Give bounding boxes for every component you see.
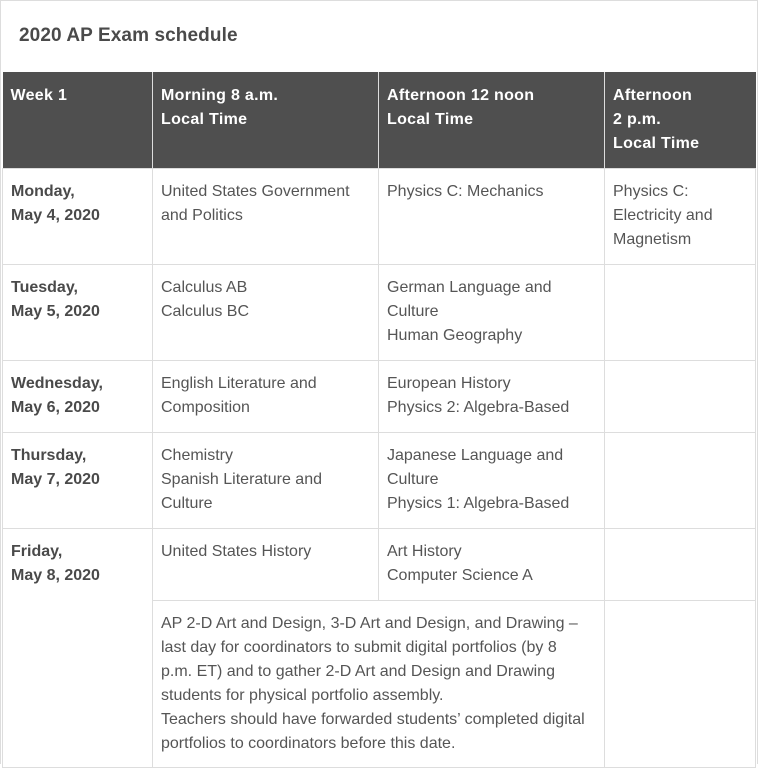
header-morning-line-2: Local Time (161, 111, 248, 128)
header-afternoon-line-3: Local Time (613, 135, 700, 152)
exam-text: European History (387, 375, 511, 392)
exam-text: Culture (387, 303, 439, 320)
morning-cell (153, 529, 379, 601)
exam-text: German Language and (387, 279, 552, 296)
day-name: Tuesday, (11, 279, 78, 296)
day-date: May 7, 2020 (11, 471, 100, 488)
header-morning (153, 72, 379, 169)
exam-text: United States History (161, 543, 312, 560)
day-date: May 8, 2020 (11, 567, 100, 584)
note-line: portfolios to coordinators before this date. (161, 735, 456, 752)
exam-text: English Literature and (161, 375, 317, 392)
table-row-thursday (3, 433, 756, 529)
exam-text: Electricity and (613, 207, 713, 224)
afternoon-cell (605, 265, 756, 361)
exam-text: Art History (387, 543, 462, 560)
afternoon-cell (605, 529, 756, 601)
day-cell (3, 169, 153, 265)
table-row-tuesday (3, 265, 756, 361)
exam-text: Japanese Language and (387, 447, 564, 464)
day-cell (3, 361, 153, 433)
afternoon-cell (605, 169, 756, 265)
day-cell (3, 433, 153, 529)
noon-cell (379, 169, 605, 265)
exam-text: Physics C: Mechanics (387, 183, 544, 200)
header-row (3, 72, 756, 169)
table-row-monday (3, 169, 756, 265)
exam-text: Physics C: (613, 183, 689, 200)
title-bar (1, 0, 757, 72)
day-cell (3, 265, 153, 361)
header-noon-line-2: Local Time (387, 111, 474, 128)
exam-text: Culture (161, 495, 213, 512)
exam-text: Computer Science A (387, 567, 533, 584)
exam-text: and Politics (161, 207, 243, 224)
afternoon-cell (605, 361, 756, 433)
morning-cell (153, 169, 379, 265)
exam-text: United States Government (161, 183, 350, 200)
day-name: Monday, (11, 183, 75, 200)
table-row-wednesday (3, 361, 756, 433)
header-noon (379, 72, 605, 169)
day-cell (3, 529, 153, 768)
table-row-friday (3, 529, 756, 601)
exam-text: Chemistry (161, 447, 234, 464)
morning-cell (153, 361, 379, 433)
exam-text: Calculus BC (161, 303, 250, 320)
exam-text: Calculus AB (161, 279, 248, 296)
exam-text: Human Geography (387, 327, 523, 344)
portfolio-deadline-note (153, 601, 605, 768)
morning-cell (153, 433, 379, 529)
header-noon-line-1: Afternoon 12 noon (387, 87, 535, 104)
exam-text: Physics 1: Algebra-Based (387, 495, 570, 512)
header-afternoon-line-2: 2 p.m. (613, 111, 662, 128)
note-line: p.m. ET) and to gather 2-D Art and Design and Drawing (161, 663, 555, 680)
noon-cell (379, 265, 605, 361)
noon-cell (379, 361, 605, 433)
note-line: AP 2-D Art and Design, 3-D Art and Design, and Drawing – (161, 615, 578, 632)
header-morning-line-1: Morning 8 a.m. (161, 87, 279, 104)
exam-text: Magnetism (613, 231, 692, 248)
day-name: Wednesday, (11, 375, 103, 392)
afternoon-cell (605, 433, 756, 529)
header-afternoon-line-1: Afternoon (613, 87, 693, 104)
exam-schedule-table (2, 72, 756, 768)
exam-text: Composition (161, 399, 250, 416)
day-date: May 4, 2020 (11, 207, 100, 224)
noon-cell (379, 529, 605, 601)
header-afternoon (605, 72, 756, 169)
exam-text: Culture (387, 471, 439, 488)
day-date: May 6, 2020 (11, 399, 100, 416)
day-name: Thursday, (11, 447, 87, 464)
exam-text: Spanish Literature and (161, 471, 322, 488)
header-week-label: Week 1 (10, 87, 68, 104)
header-week (3, 72, 153, 169)
note-line: last day for coordinators to submit digital portfolios (by 8 (161, 639, 557, 656)
day-date: May 5, 2020 (11, 303, 100, 320)
afternoon-cell (605, 601, 756, 768)
note-line: students for physical portfolio assembly. (161, 687, 444, 704)
note-line: Teachers should have forwarded students’ completed digital (161, 711, 585, 728)
exam-text: Physics 2: Algebra-Based (387, 399, 570, 416)
morning-cell (153, 265, 379, 361)
noon-cell (379, 433, 605, 529)
day-name: Friday, (11, 543, 63, 560)
page-title: 2020 AP Exam schedule (19, 25, 238, 46)
